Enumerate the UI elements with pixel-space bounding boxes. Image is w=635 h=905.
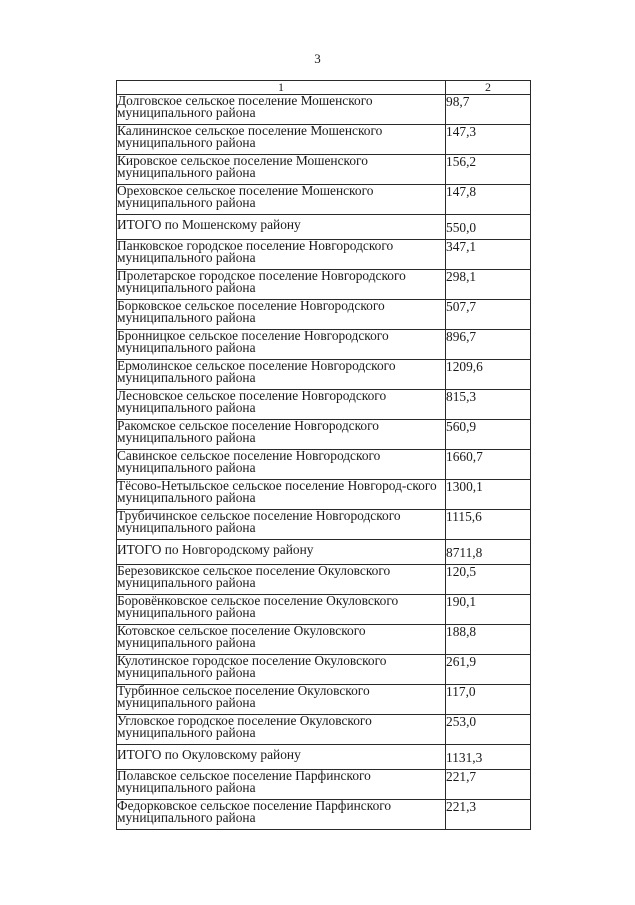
amount-cell: 190,1	[446, 595, 531, 625]
amount-cell: 221,7	[446, 770, 531, 800]
table-row	[117, 95, 531, 125]
settlement-name-cell: Боровёнковское сельское поселение Окуловского муниципального района	[117, 595, 446, 625]
settlement-name-cell: Ореховское сельское поселение Мошенского муниципального района	[117, 185, 446, 215]
amount-cell: 298,1	[446, 270, 531, 300]
table-row	[117, 655, 531, 685]
total-row	[117, 745, 531, 770]
settlement-name-cell: Полавское сельское поселение Парфинского муниципального района	[117, 770, 446, 800]
settlement-name-cell: Бронницкое сельское поселение Новгородского муниципального района	[117, 330, 446, 360]
settlement-name-cell: Савинское сельское поселение Новгородского муниципального района	[117, 450, 446, 480]
amount-cell: 253,0	[446, 715, 531, 745]
amount-cell: 147,8	[446, 185, 531, 215]
settlement-name-cell: ИТОГО по Новгородскому району	[117, 540, 446, 565]
settlement-name-cell: Калининское сельское поселение Мошенского муниципального района	[117, 125, 446, 155]
settlement-name-cell: Тёсово-Нетыльское сельское поселение Новгород-ского муниципального района	[117, 480, 446, 510]
table-row	[117, 270, 531, 300]
table-row	[117, 155, 531, 185]
amount-cell: 8711,8	[446, 540, 531, 565]
total-row	[117, 215, 531, 240]
table-row	[117, 420, 531, 450]
table-row	[117, 185, 531, 215]
amount-cell: 188,8	[446, 625, 531, 655]
amount-cell: 815,3	[446, 390, 531, 420]
table-row	[117, 770, 531, 800]
amount-cell: 507,7	[446, 300, 531, 330]
table-row	[117, 330, 531, 360]
page-number: 3	[314, 51, 321, 66]
data-table	[116, 80, 531, 830]
table-row	[117, 715, 531, 745]
settlement-name-cell: Трубичинское сельское поселение Новгородского муниципального района	[117, 510, 446, 540]
settlement-name-cell: Кулотинское городское поселение Окуловского муниципального района	[117, 655, 446, 685]
settlement-name-cell: Кировское сельское поселение Мошенского муниципального района	[117, 155, 446, 185]
amount-cell: 120,5	[446, 565, 531, 595]
settlement-name-cell: Федорковское сельское поселение Парфинского муниципального района	[117, 800, 446, 830]
table-row	[117, 510, 531, 540]
amount-cell: 1115,6	[446, 510, 531, 540]
table-row	[117, 300, 531, 330]
amount-cell: 117,0	[446, 685, 531, 715]
table-row	[117, 595, 531, 625]
table-body	[117, 95, 531, 830]
table-row	[117, 450, 531, 480]
table-row	[117, 360, 531, 390]
amount-cell: 147,3	[446, 125, 531, 155]
amount-cell: 221,3	[446, 800, 531, 830]
table-row	[117, 685, 531, 715]
settlement-name-cell: Долговское сельское поселение Мошенского муниципального района	[117, 95, 446, 125]
amount-cell: 560,9	[446, 420, 531, 450]
settlement-name-cell: Ермолинское сельское поселение Новгородского муниципального района	[117, 360, 446, 390]
amount-cell: 1300,1	[446, 480, 531, 510]
table-row	[117, 800, 531, 830]
settlement-name-cell: Турбинное сельское поселение Окуловского муниципального района	[117, 685, 446, 715]
amount-cell: 156,2	[446, 155, 531, 185]
table-row	[117, 240, 531, 270]
settlement-name-cell: Борковское сельское поселение Новгородского муниципального района	[117, 300, 446, 330]
settlement-name-cell: Панковское городское поселение Новгородского муниципального района	[117, 240, 446, 270]
settlement-name-cell: Лесновское сельское поселение Новгородского муниципального района	[117, 390, 446, 420]
settlement-name-cell: Ракомское сельское поселение Новгородского муниципального района	[117, 420, 446, 450]
settlement-name-cell: Котовское сельское поселение Окуловского муниципального района	[117, 625, 446, 655]
amount-cell: 1660,7	[446, 450, 531, 480]
table-row	[117, 625, 531, 655]
amount-cell: 98,7	[446, 95, 531, 125]
amount-cell: 1131,3	[446, 745, 531, 770]
amount-cell: 347,1	[446, 240, 531, 270]
amount-cell: 550,0	[446, 215, 531, 240]
table-row	[117, 565, 531, 595]
settlement-name-cell: ИТОГО по Мошенскому району	[117, 215, 446, 240]
settlement-name-cell: Березовикское сельское поселение Окуловского муниципального района	[117, 565, 446, 595]
table-row	[117, 125, 531, 155]
column-header-1: 1	[117, 81, 446, 95]
settlement-name-cell: Угловское городское поселение Окуловского муниципального района	[117, 715, 446, 745]
settlement-name-cell: ИТОГО по Окуловскому району	[117, 745, 446, 770]
column-header-2: 2	[446, 81, 531, 95]
settlement-name-cell: Пролетарское городское поселение Новгородского муниципального района	[117, 270, 446, 300]
table-row	[117, 480, 531, 510]
amount-cell: 1209,6	[446, 360, 531, 390]
table-row	[117, 390, 531, 420]
total-row	[117, 540, 531, 565]
amount-cell: 261,9	[446, 655, 531, 685]
amount-cell: 896,7	[446, 330, 531, 360]
